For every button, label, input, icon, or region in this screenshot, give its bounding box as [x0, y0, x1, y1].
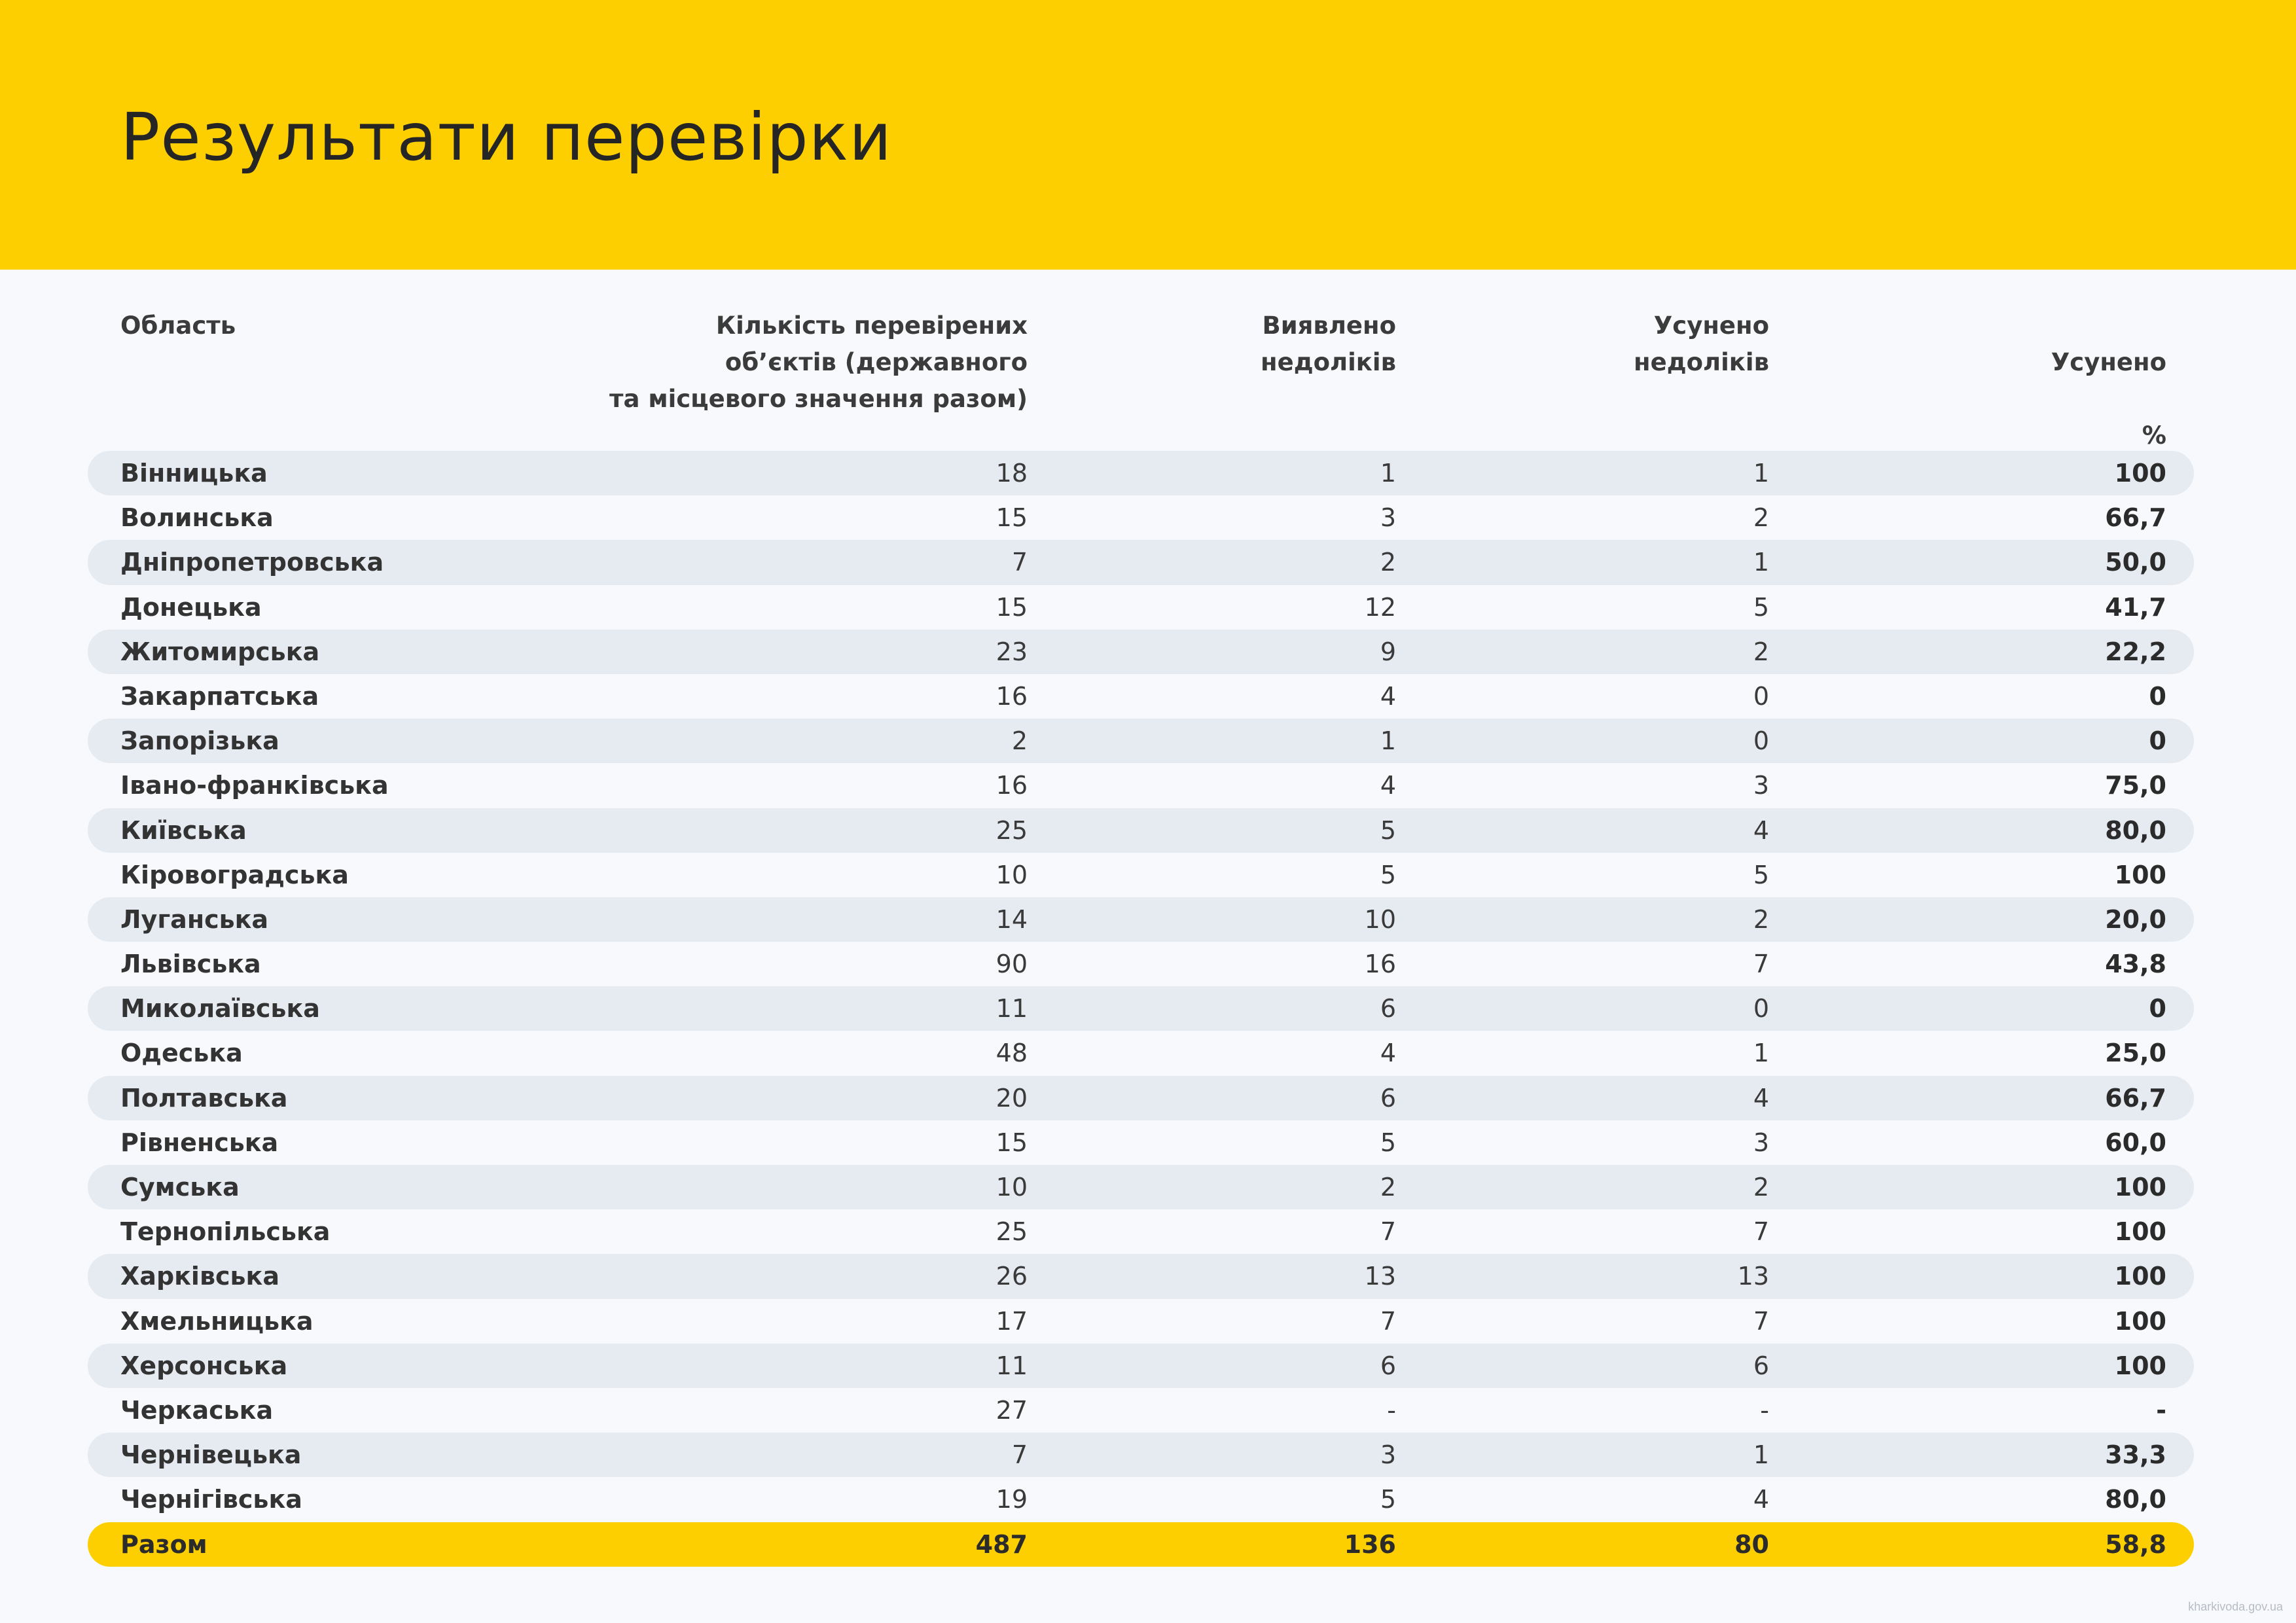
cell-region: Разом: [120, 1529, 207, 1559]
table-row: [0, 1031, 2296, 1075]
cell-count: 20: [996, 1083, 1028, 1113]
cell-fixed: -: [1760, 1395, 1769, 1425]
cell-fixed: 3: [1753, 771, 1769, 800]
cell-fixed: 6: [1753, 1351, 1769, 1380]
cell-region: Черкаська: [120, 1395, 274, 1425]
row-background: [88, 1031, 2194, 1075]
cell-percent: 20,0: [2105, 904, 2166, 934]
table-row: [0, 630, 2296, 674]
cell-found: 3: [1380, 1440, 1396, 1470]
cell-region: Полтавська: [120, 1083, 288, 1113]
cell-region: Івано-франківська: [120, 771, 389, 800]
cell-fixed: 4: [1753, 1083, 1769, 1113]
cell-count: 23: [996, 637, 1028, 666]
cell-region: Кіровоградська: [120, 860, 349, 889]
cell-region: Сумська: [120, 1173, 240, 1202]
table-header: [0, 308, 2296, 450]
row-background: [88, 1209, 2194, 1254]
cell-count: 19: [996, 1485, 1028, 1514]
column-header-count: Кількість перевірених об’єктів (державного та місцевого значення разом): [609, 312, 1028, 413]
cell-fixed: 7: [1753, 1306, 1769, 1336]
cell-count: 15: [996, 503, 1028, 533]
cell-found: 4: [1380, 1039, 1396, 1068]
row-background: [88, 1344, 2194, 1388]
cell-region: Закарпатська: [120, 681, 319, 711]
cell-percent: 100: [2114, 860, 2166, 889]
cell-fixed: 5: [1753, 592, 1769, 622]
cell-count: 7: [1011, 548, 1028, 577]
cell-count: 487: [975, 1529, 1028, 1559]
cell-fixed: 1: [1753, 1440, 1769, 1470]
cell-percent: 50,0: [2105, 548, 2166, 577]
cell-percent: 25,0: [2105, 1039, 2166, 1068]
cell-percent: 66,7: [2105, 1083, 2166, 1113]
row-background: [88, 763, 2194, 808]
row-background: [88, 942, 2194, 986]
table-row: [0, 540, 2296, 584]
cell-fixed: 1: [1753, 548, 1769, 577]
table-row: [0, 808, 2296, 853]
row-background: [88, 986, 2194, 1031]
cell-count: 11: [996, 994, 1028, 1024]
cell-percent: 80,0: [2105, 1485, 2166, 1514]
cell-found: 4: [1380, 681, 1396, 711]
cell-percent: 0: [2149, 681, 2166, 711]
cell-fixed: 5: [1753, 860, 1769, 889]
cell-found: 7: [1380, 1217, 1396, 1247]
row-background: [88, 1477, 2194, 1522]
table-row: [0, 1344, 2296, 1388]
cell-percent: 60,0: [2105, 1128, 2166, 1157]
table-row: [0, 1433, 2296, 1477]
table-row: [0, 897, 2296, 942]
cell-region: Львівська: [120, 950, 261, 979]
cell-found: -: [1387, 1395, 1396, 1425]
cell-count: 17: [996, 1306, 1028, 1336]
table-row: [0, 986, 2296, 1031]
table-row: [0, 495, 2296, 540]
cell-region: Одеська: [120, 1039, 243, 1068]
cell-percent: 43,8: [2105, 950, 2166, 979]
row-background: [88, 630, 2194, 674]
cell-fixed: 7: [1753, 1217, 1769, 1247]
cell-region: Тернопільська: [120, 1217, 331, 1247]
row-background: [88, 853, 2194, 897]
row-background: [88, 540, 2194, 584]
cell-region: Рівненська: [120, 1128, 279, 1157]
footer-source: kharkivoda.gov.ua: [2188, 1600, 2283, 1613]
cell-found: 9: [1380, 637, 1396, 666]
cell-percent: 100: [2114, 1351, 2166, 1380]
cell-percent: 100: [2114, 1217, 2166, 1247]
cell-count: 2: [1011, 726, 1028, 756]
cell-found: 2: [1380, 1173, 1396, 1202]
cell-count: 90: [996, 950, 1028, 979]
cell-count: 14: [996, 904, 1028, 934]
table-row: [0, 719, 2296, 763]
table-row: [0, 1120, 2296, 1165]
cell-region: Вінницька: [120, 459, 268, 488]
table-total-row: [0, 1522, 2296, 1567]
cell-region: Чернівецька: [120, 1440, 302, 1470]
row-background: [88, 585, 2194, 630]
header-banner: [0, 0, 2296, 270]
cell-count: 16: [996, 681, 1028, 711]
table-row: [0, 1165, 2296, 1209]
cell-found: 7: [1380, 1306, 1396, 1336]
cell-region: Харківська: [120, 1262, 279, 1291]
cell-fixed: 2: [1753, 637, 1769, 666]
cell-count: 16: [996, 771, 1028, 800]
row-background: [88, 1254, 2194, 1298]
cell-fixed: 1: [1753, 1039, 1769, 1068]
cell-fixed: 0: [1753, 726, 1769, 756]
cell-fixed: 1: [1753, 459, 1769, 488]
cell-fixed: 13: [1737, 1262, 1769, 1291]
cell-count: 15: [996, 1128, 1028, 1157]
cell-percent: -: [2156, 1395, 2166, 1425]
cell-percent: 0: [2149, 726, 2166, 756]
cell-found: 12: [1364, 592, 1396, 622]
cell-count: 26: [996, 1262, 1028, 1291]
table-row: [0, 1388, 2296, 1433]
row-background: [88, 897, 2194, 942]
row-background: [88, 495, 2194, 540]
cell-fixed: 2: [1753, 904, 1769, 934]
cell-percent: 75,0: [2105, 771, 2166, 800]
column-header-region: Область: [120, 312, 236, 340]
cell-found: 5: [1380, 1128, 1396, 1157]
row-background: [88, 719, 2194, 763]
cell-found: 6: [1380, 1083, 1396, 1113]
cell-percent: 33,3: [2105, 1440, 2166, 1470]
cell-count: 25: [996, 1217, 1028, 1247]
cell-percent: 41,7: [2105, 592, 2166, 622]
cell-count: 10: [996, 1173, 1028, 1202]
table-row: [0, 1209, 2296, 1254]
cell-region: Миколаївська: [120, 994, 320, 1024]
cell-found: 16: [1364, 950, 1396, 979]
table-row: [0, 1076, 2296, 1120]
cell-percent: 66,7: [2105, 503, 2166, 533]
row-background: [88, 1076, 2194, 1120]
cell-region: Луганська: [120, 904, 269, 934]
cell-fixed: 3: [1753, 1128, 1769, 1157]
column-header-percent-title: Усунено: [2051, 348, 2166, 376]
row-background: [88, 1522, 2194, 1567]
table-row: [0, 1254, 2296, 1298]
cell-region: Київська: [120, 815, 247, 845]
cell-found: 5: [1380, 860, 1396, 889]
cell-fixed: 7: [1753, 950, 1769, 979]
cell-percent: 58,8: [2105, 1529, 2166, 1559]
cell-fixed: 2: [1753, 1173, 1769, 1202]
cell-percent: 100: [2114, 459, 2166, 488]
row-background: [88, 451, 2194, 495]
cell-found: 3: [1380, 503, 1396, 533]
table-row: [0, 763, 2296, 808]
table-row: [0, 942, 2296, 986]
cell-percent: 80,0: [2105, 815, 2166, 845]
column-header-found: Виявлено недоліків: [1261, 312, 1396, 376]
cell-found: 5: [1380, 1485, 1396, 1514]
cell-found: 13: [1364, 1262, 1396, 1291]
row-background: [88, 1388, 2194, 1433]
cell-found: 10: [1364, 904, 1396, 934]
cell-region: Запорізька: [120, 726, 279, 756]
table-row: [0, 1299, 2296, 1344]
table-row: [0, 853, 2296, 897]
cell-region: Херсонська: [120, 1351, 288, 1380]
cell-fixed: 4: [1753, 815, 1769, 845]
cell-region: Хмельницька: [120, 1306, 314, 1336]
cell-percent: 100: [2114, 1262, 2166, 1291]
cell-percent: 100: [2114, 1306, 2166, 1336]
cell-found: 2: [1380, 548, 1396, 577]
table-body: [0, 451, 2296, 1567]
cell-percent: 22,2: [2105, 637, 2166, 666]
cell-fixed: 2: [1753, 503, 1769, 533]
cell-found: 136: [1344, 1529, 1396, 1559]
cell-fixed: 0: [1753, 681, 1769, 711]
page-title: Результати перевірки: [120, 99, 893, 175]
cell-found: 6: [1380, 1351, 1396, 1380]
table-row: [0, 1477, 2296, 1522]
column-header-fixed: Усунено недоліків: [1634, 312, 1769, 376]
row-background: [88, 1165, 2194, 1209]
table-row: [0, 451, 2296, 495]
cell-found: 1: [1380, 726, 1396, 756]
cell-found: 6: [1380, 994, 1396, 1024]
cell-count: 10: [996, 860, 1028, 889]
cell-percent: 0: [2149, 994, 2166, 1024]
cell-region: Чернігівська: [120, 1485, 302, 1514]
table-row: [0, 674, 2296, 719]
cell-count: 11: [996, 1351, 1028, 1380]
row-background: [88, 1433, 2194, 1477]
cell-count: 48: [996, 1039, 1028, 1068]
cell-found: 1: [1380, 459, 1396, 488]
cell-region: Житомирська: [120, 637, 320, 666]
cell-region: Волинська: [120, 503, 274, 533]
cell-region: Донецька: [120, 592, 262, 622]
cell-percent: 100: [2114, 1173, 2166, 1202]
cell-found: 5: [1380, 815, 1396, 845]
cell-found: 4: [1380, 771, 1396, 800]
row-background: [88, 1299, 2194, 1344]
cell-count: 15: [996, 592, 1028, 622]
cell-fixed: 80: [1734, 1529, 1769, 1559]
row-background: [88, 674, 2194, 719]
cell-region: Дніпропетровська: [120, 548, 384, 577]
cell-count: 7: [1011, 1440, 1028, 1470]
column-header-percent-sign: %: [2142, 421, 2166, 450]
table-row: [0, 585, 2296, 630]
row-background: [88, 808, 2194, 853]
cell-count: 27: [996, 1395, 1028, 1425]
row-background: [88, 1120, 2194, 1165]
cell-fixed: 4: [1753, 1485, 1769, 1514]
cell-fixed: 0: [1753, 994, 1769, 1024]
cell-count: 25: [996, 815, 1028, 845]
cell-count: 18: [996, 459, 1028, 488]
